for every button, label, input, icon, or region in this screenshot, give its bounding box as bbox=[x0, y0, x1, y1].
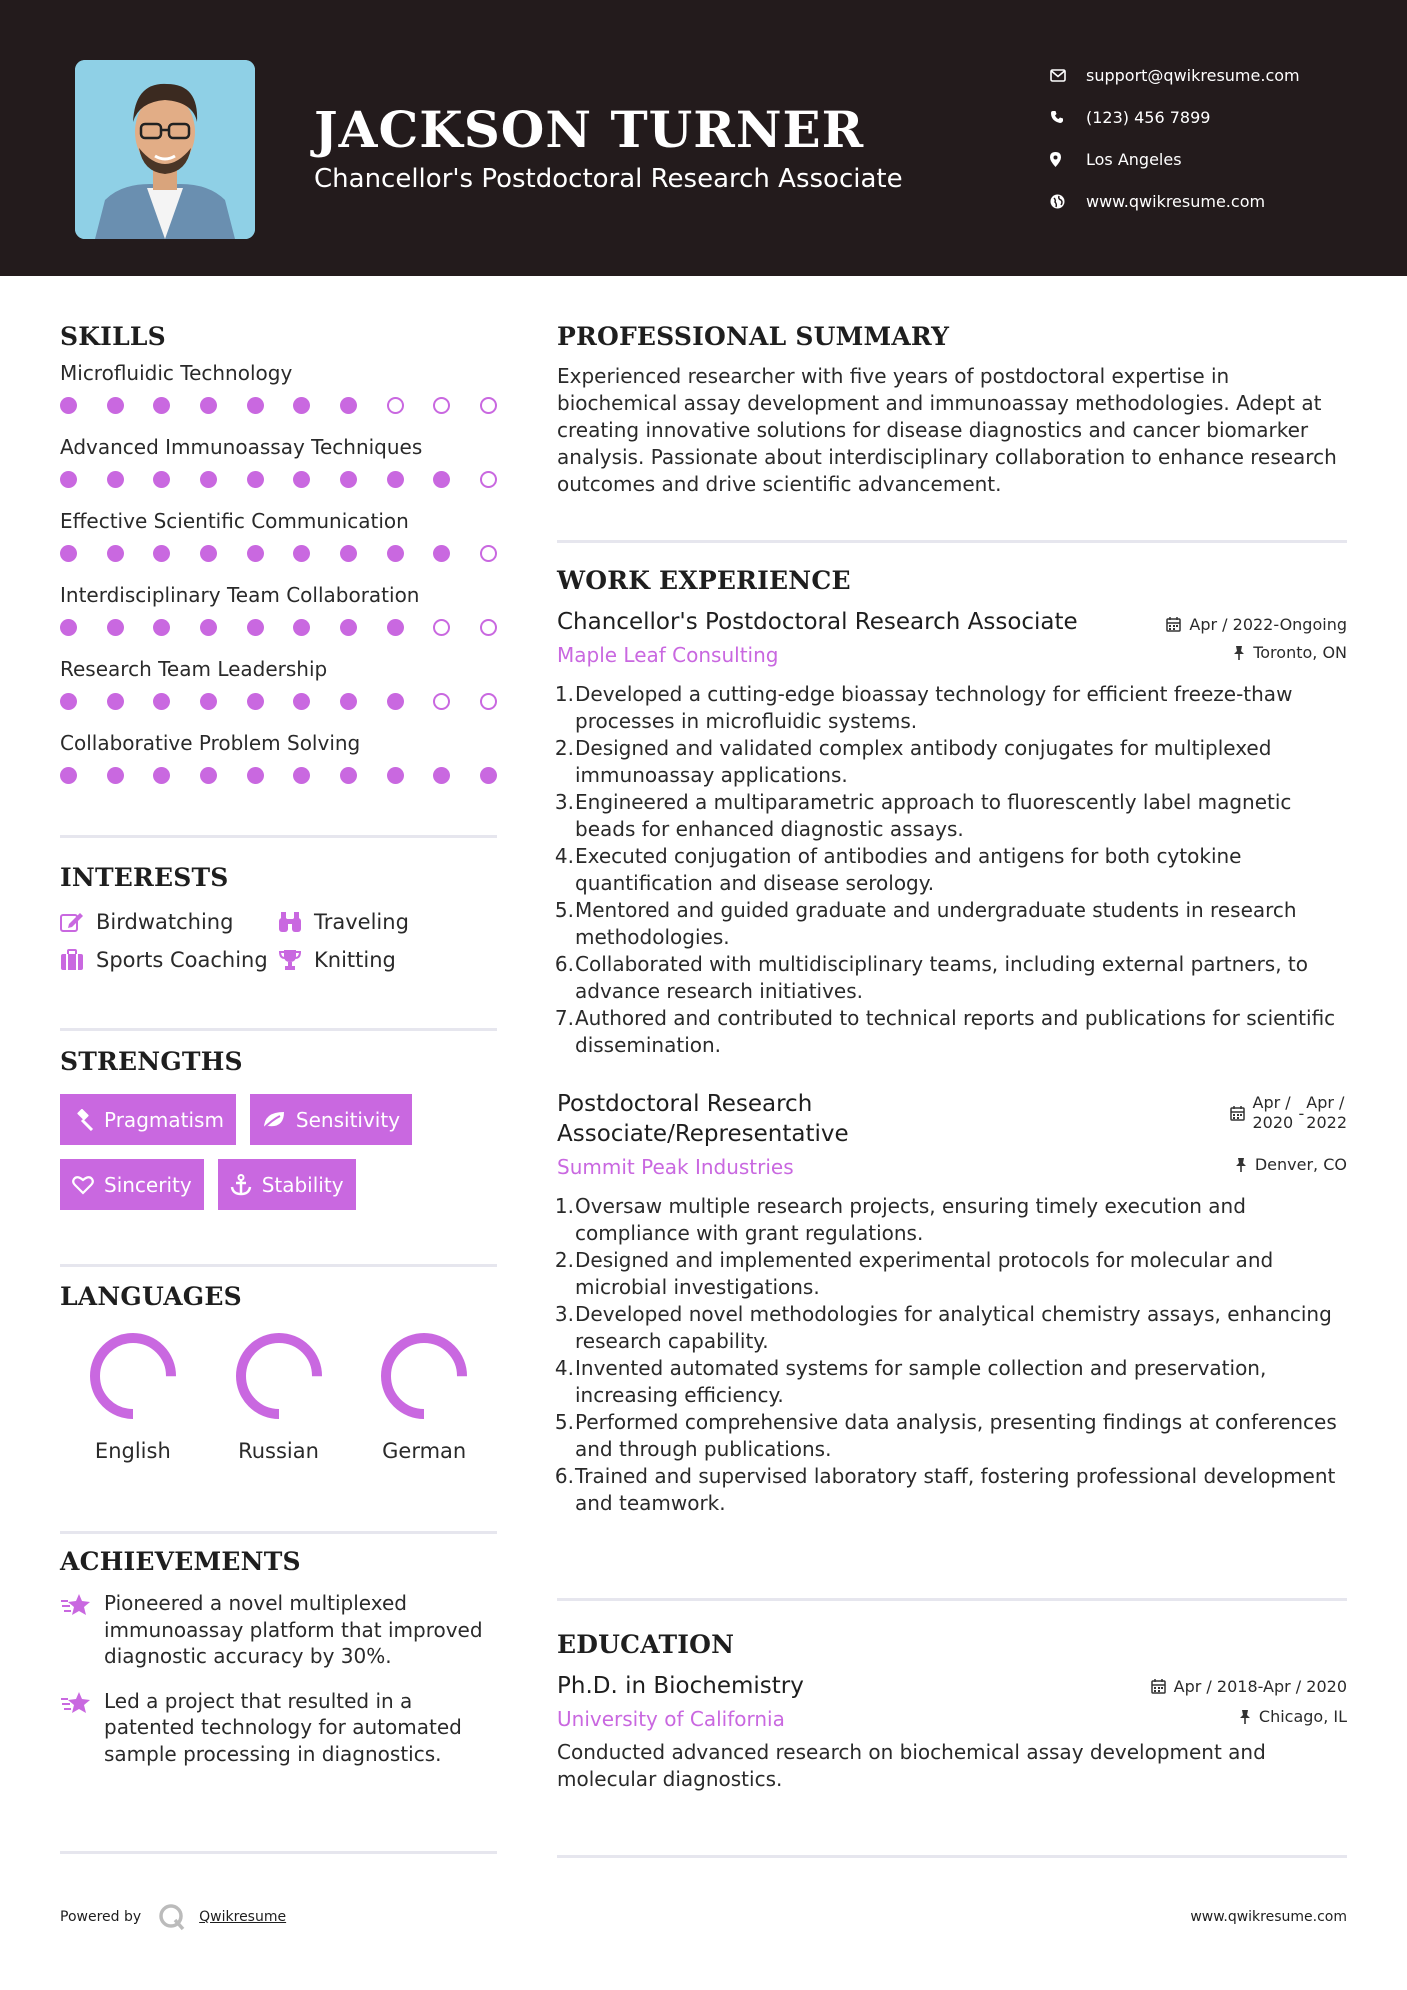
achievement-text: Led a project that resulted in a patented technology for automated sample processing in diagnostics. bbox=[104, 1688, 462, 1766]
skill-rating bbox=[60, 613, 497, 657]
bullet-text: Authored and contributed to technical reports and publications for scientific dissemination. bbox=[575, 1006, 1336, 1057]
strength-badge bbox=[250, 1094, 412, 1145]
divider bbox=[60, 1851, 497, 1854]
edit-icon bbox=[60, 911, 84, 933]
anchor-icon bbox=[230, 1174, 252, 1196]
bullet-number: 4. bbox=[554, 1356, 574, 1380]
phone-icon bbox=[1050, 110, 1086, 124]
interest-label: Birdwatching bbox=[96, 910, 234, 934]
rating-dot-filled bbox=[107, 619, 124, 636]
education-date bbox=[1151, 1677, 1347, 1696]
bullet-text: Mentored and guided graduate and undergraduate students in research methodologies. bbox=[575, 898, 1297, 949]
rating-dot-filled bbox=[433, 545, 450, 562]
achievements-list bbox=[60, 1590, 497, 1767]
rating-dot-filled bbox=[247, 619, 264, 636]
job-date-start-year: 2020 bbox=[1252, 1113, 1294, 1132]
pin-icon bbox=[1233, 645, 1245, 660]
interest-label: Sports Coaching bbox=[96, 948, 268, 972]
language-gauge bbox=[88, 1331, 178, 1421]
interest-label: Traveling bbox=[314, 910, 409, 934]
education-location bbox=[1239, 1707, 1347, 1726]
strength-label: Stability bbox=[261, 1172, 344, 1197]
job-bullet-list bbox=[554, 1193, 1347, 1517]
rating-dot-filled bbox=[387, 619, 404, 636]
bullet-number: 6. bbox=[554, 1464, 574, 1488]
skill-rating bbox=[60, 465, 497, 509]
rating-dot-filled bbox=[247, 397, 264, 414]
skills-title: SKILLS bbox=[60, 322, 166, 351]
job-bullet bbox=[554, 789, 1347, 843]
skill-item bbox=[60, 509, 497, 583]
briefcase-icon bbox=[60, 949, 84, 971]
language-item bbox=[351, 1331, 497, 1463]
rating-dot-filled bbox=[340, 693, 357, 710]
rating-dot-filled bbox=[200, 397, 217, 414]
education-date-text: Apr / 2018-Apr / 2020 bbox=[1173, 1677, 1347, 1696]
rating-dot-empty bbox=[433, 397, 450, 414]
calendar-icon bbox=[1230, 1106, 1245, 1121]
rating-dot-filled bbox=[247, 693, 264, 710]
left-column bbox=[60, 322, 497, 1767]
rating-dot-empty bbox=[433, 619, 450, 636]
rating-dot-filled bbox=[60, 471, 77, 488]
rating-dot-filled bbox=[247, 767, 264, 784]
binoculars-icon bbox=[278, 911, 302, 933]
rating-dot-filled bbox=[340, 471, 357, 488]
bullet-number: 5. bbox=[554, 1410, 574, 1434]
bullet-text: Oversaw multiple research projects, ensuring timely execution and compliance with grant regulations. bbox=[575, 1194, 1246, 1245]
divider bbox=[60, 1028, 497, 1031]
divider bbox=[60, 835, 497, 838]
skill-rating bbox=[60, 391, 497, 435]
language-name: English bbox=[94, 1439, 171, 1463]
job-subheader-row bbox=[557, 1155, 1347, 1179]
trophy-icon bbox=[278, 949, 302, 971]
job-title-line: Associate/Representative bbox=[557, 1121, 849, 1147]
bullet-number: 1. bbox=[554, 1194, 574, 1218]
map-pin-icon bbox=[1050, 152, 1086, 167]
rating-dot-filled bbox=[293, 619, 310, 636]
rating-dot-filled bbox=[387, 545, 404, 562]
contact-list bbox=[1050, 54, 1300, 222]
candidate-name: JACKSON TURNER bbox=[314, 100, 865, 159]
job-location-text: Denver, CO bbox=[1254, 1155, 1347, 1174]
rating-dot-empty bbox=[480, 545, 497, 562]
rating-dot-filled bbox=[107, 693, 124, 710]
gavel-icon bbox=[72, 1109, 94, 1131]
rating-dot-filled bbox=[340, 767, 357, 784]
language-gauge bbox=[234, 1331, 324, 1421]
rating-dot-filled bbox=[60, 619, 77, 636]
bullet-number: 1. bbox=[554, 682, 574, 706]
rating-dot-filled bbox=[200, 619, 217, 636]
shooting-star-icon bbox=[60, 1690, 92, 1716]
strength-label: Sincerity bbox=[104, 1172, 192, 1197]
calendar-icon bbox=[1151, 1679, 1166, 1694]
rating-dot-filled bbox=[340, 545, 357, 562]
header-banner bbox=[0, 0, 1407, 276]
rating-dot-filled bbox=[387, 767, 404, 784]
job-date-end-year: 2022 bbox=[1306, 1113, 1347, 1132]
language-name: Russian bbox=[238, 1439, 319, 1463]
job-date-start-month: Apr / bbox=[1252, 1093, 1291, 1112]
rating-dot-filled bbox=[153, 767, 170, 784]
education-school: University of California bbox=[557, 1707, 785, 1731]
job-bullet bbox=[554, 1409, 1347, 1463]
rating-dot-filled bbox=[60, 767, 77, 784]
education-section bbox=[557, 1630, 1347, 1793]
bullet-number: 3. bbox=[554, 790, 574, 814]
bullet-text: Executed conjugation of antibodies and antigens for both cytokine quantification and disease serology. bbox=[575, 844, 1242, 895]
qwikresume-link[interactable]: Qwikresume bbox=[199, 1909, 287, 1925]
contact-location bbox=[1050, 138, 1300, 180]
job-title: Chancellor's Postdoctoral Research Associate bbox=[557, 609, 1078, 635]
rating-dot-filled bbox=[247, 471, 264, 488]
strengths-list bbox=[60, 1094, 497, 1210]
rating-dot-filled bbox=[107, 545, 124, 562]
rating-dot-filled bbox=[60, 545, 77, 562]
interest-item bbox=[60, 910, 278, 934]
rating-dot-filled bbox=[200, 471, 217, 488]
bullet-text: Performed comprehensive data analysis, presenting findings at conferences and through publications. bbox=[575, 1410, 1337, 1461]
education-description: Conducted advanced research on biochemical assay development and molecular diagnostics. bbox=[557, 1740, 1266, 1791]
job-bullet bbox=[554, 1247, 1347, 1301]
skill-item bbox=[60, 435, 497, 509]
bullet-number: 2. bbox=[554, 1248, 574, 1272]
footer bbox=[60, 1902, 1347, 1932]
bullet-number: 5. bbox=[554, 898, 574, 922]
bullet-number: 2. bbox=[554, 736, 574, 760]
work-title: WORK EXPERIENCE bbox=[557, 566, 851, 595]
rating-dot-filled bbox=[200, 545, 217, 562]
pin-icon bbox=[1239, 1709, 1251, 1724]
profile-photo bbox=[75, 60, 255, 239]
rating-dot-filled bbox=[107, 471, 124, 488]
rating-dot-filled bbox=[293, 545, 310, 562]
footer-website[interactable]: www.qwikresume.com bbox=[1190, 1909, 1347, 1925]
rating-dot-empty bbox=[433, 693, 450, 710]
strength-badge bbox=[218, 1159, 356, 1210]
bullet-number: 7. bbox=[554, 1006, 574, 1030]
job-bullet bbox=[554, 843, 1347, 897]
rating-dot-empty bbox=[480, 397, 497, 414]
job-company: Maple Leaf Consulting bbox=[557, 643, 779, 667]
rating-dot-empty bbox=[387, 397, 404, 414]
skill-item bbox=[60, 731, 497, 805]
job-bullet bbox=[554, 681, 1347, 735]
rating-dot-filled bbox=[60, 397, 77, 414]
skill-rating bbox=[60, 539, 497, 583]
shooting-star-icon bbox=[60, 1592, 92, 1618]
summary-text: Experienced researcher with five years of postdoctoral expertise in biochemical assay development and immunoassay methodologies. Adept at creating innovative solutions for disease diagnostics and cancer biomarker analysis. Passionate about interdisciplinary collaboration to enhance research outcomes and drive scientific advancement. bbox=[557, 364, 1337, 496]
bullet-text: Trained and supervised laboratory staff, fostering professional development and teamwork. bbox=[575, 1464, 1336, 1515]
rating-dot-filled bbox=[153, 693, 170, 710]
education-location-text: Chicago, IL bbox=[1258, 1707, 1347, 1726]
globe-icon bbox=[1050, 194, 1086, 209]
skill-rating bbox=[60, 687, 497, 731]
job-date bbox=[1230, 1093, 1348, 1133]
job-company: Summit Peak Industries bbox=[557, 1155, 794, 1179]
rating-dot-filled bbox=[293, 767, 310, 784]
contact-phone[interactable] bbox=[1050, 96, 1300, 138]
job-title bbox=[557, 1089, 849, 1149]
divider bbox=[60, 1531, 497, 1534]
job-header-row bbox=[557, 607, 1347, 637]
envelope-icon bbox=[1050, 69, 1086, 82]
bullet-text: Collaborated with multidisciplinary teams, including external partners, to advance research initiatives. bbox=[575, 952, 1309, 1003]
rating-dot-filled bbox=[153, 397, 170, 414]
rating-dot-filled bbox=[153, 471, 170, 488]
achievement-item bbox=[60, 1590, 497, 1670]
job-entry bbox=[554, 1089, 1347, 1517]
qwikresume-logo-icon bbox=[157, 1902, 187, 1932]
contact-email[interactable] bbox=[1050, 54, 1300, 96]
skill-item bbox=[60, 657, 497, 731]
rating-dot-filled bbox=[293, 397, 310, 414]
contact-website-text: www.qwikresume.com bbox=[1086, 191, 1266, 211]
rating-dot-filled bbox=[387, 693, 404, 710]
rating-dot-filled bbox=[200, 767, 217, 784]
interests-list bbox=[60, 910, 497, 972]
contact-location-text: Los Angeles bbox=[1086, 149, 1182, 169]
job-title-line: Postdoctoral Research bbox=[557, 1091, 813, 1117]
languages-list bbox=[60, 1331, 497, 1463]
job-subheader-row bbox=[557, 643, 1347, 667]
job-date-separator: - bbox=[1298, 1103, 1305, 1123]
rating-dot-filled bbox=[293, 693, 310, 710]
bullet-text: Designed and validated complex antibody conjugates for multiplexed immunoassay applications. bbox=[575, 736, 1272, 787]
right-column bbox=[554, 322, 1347, 1517]
skill-label: Microfluidic Technology bbox=[60, 361, 293, 385]
calendar-icon bbox=[1166, 617, 1181, 632]
contact-website[interactable] bbox=[1050, 180, 1300, 222]
achievement-text: Pioneered a novel multiplexed immunoassay platform that improved diagnostic accuracy by 30%. bbox=[104, 1591, 483, 1668]
bullet-number: 6. bbox=[554, 952, 574, 976]
divider bbox=[557, 1855, 1347, 1858]
rating-dot-filled bbox=[340, 397, 357, 414]
skill-item bbox=[60, 583, 497, 657]
job-bullet bbox=[554, 1463, 1347, 1517]
rating-dot-empty bbox=[480, 471, 497, 488]
education-subheader-row bbox=[557, 1707, 1347, 1731]
divider bbox=[557, 1598, 1347, 1601]
job-bullet bbox=[554, 951, 1347, 1005]
job-date bbox=[1166, 615, 1347, 634]
bullet-number: 4. bbox=[554, 844, 574, 868]
strength-label: Pragmatism bbox=[104, 1107, 224, 1132]
rating-dot-filled bbox=[433, 767, 450, 784]
language-name: German bbox=[382, 1439, 467, 1463]
rating-dot-filled bbox=[340, 619, 357, 636]
job-location bbox=[1233, 643, 1347, 662]
divider bbox=[557, 540, 1347, 543]
candidate-title: Chancellor's Postdoctoral Research Associate bbox=[314, 164, 903, 194]
rating-dot-filled bbox=[387, 471, 404, 488]
powered-by-label: Powered by bbox=[60, 1909, 142, 1925]
education-header-row bbox=[557, 1671, 1347, 1701]
language-gauge bbox=[379, 1331, 469, 1421]
job-bullet bbox=[554, 1005, 1347, 1059]
interest-item bbox=[278, 948, 478, 972]
education-title: EDUCATION bbox=[557, 1630, 735, 1659]
interests-title: INTERESTS bbox=[60, 863, 229, 892]
language-item bbox=[60, 1331, 206, 1463]
bullet-text: Developed novel methodologies for analytical chemistry assays, enhancing research capability. bbox=[575, 1302, 1332, 1353]
job-bullet bbox=[554, 897, 1347, 951]
contact-email-text: support@qwikresume.com bbox=[1086, 65, 1300, 85]
job-location bbox=[1235, 1155, 1347, 1174]
job-bullet bbox=[554, 1193, 1347, 1247]
job-bullet-list bbox=[554, 681, 1347, 1059]
leaf-icon bbox=[262, 1110, 286, 1130]
education-degree: Ph.D. in Biochemistry bbox=[557, 1673, 804, 1699]
skills-list bbox=[60, 361, 497, 805]
divider bbox=[60, 1264, 497, 1267]
interest-label: Knitting bbox=[314, 948, 396, 972]
job-header-row bbox=[557, 1089, 1347, 1149]
rating-dot-filled bbox=[480, 767, 497, 784]
skill-item bbox=[60, 361, 497, 435]
skill-label: Interdisciplinary Team Collaboration bbox=[60, 583, 420, 607]
contact-phone-text: (123) 456 7899 bbox=[1086, 107, 1211, 127]
job-location-text: Toronto, ON bbox=[1253, 643, 1347, 662]
bullet-text: Designed and implemented experimental protocols for molecular and microbial investigations. bbox=[575, 1248, 1274, 1299]
bullet-number: 3. bbox=[554, 1302, 574, 1326]
rating-dot-filled bbox=[153, 545, 170, 562]
rating-dot-filled bbox=[153, 619, 170, 636]
job-date-text: Apr / 2022-Ongoing bbox=[1189, 615, 1347, 634]
achievements-title: ACHIEVEMENTS bbox=[60, 1547, 301, 1576]
rating-dot-empty bbox=[480, 693, 497, 710]
language-item bbox=[206, 1331, 352, 1463]
job-bullet bbox=[554, 1301, 1347, 1355]
skill-label: Research Team Leadership bbox=[60, 657, 328, 681]
heart-icon bbox=[72, 1175, 94, 1195]
strength-badge bbox=[60, 1094, 236, 1145]
interest-item bbox=[278, 910, 478, 934]
rating-dot-filled bbox=[247, 545, 264, 562]
rating-dot-filled bbox=[293, 471, 310, 488]
interest-item bbox=[60, 948, 278, 972]
rating-dot-filled bbox=[107, 397, 124, 414]
bullet-text: Engineered a multiparametric approach to fluorescently label magnetic beads for enhanced diagnostic assays. bbox=[575, 790, 1292, 841]
job-bullet bbox=[554, 735, 1347, 789]
rating-dot-filled bbox=[107, 767, 124, 784]
skill-label: Effective Scientific Communication bbox=[60, 509, 409, 533]
strengths-title: STRENGTHS bbox=[60, 1047, 243, 1076]
skill-rating bbox=[60, 761, 497, 805]
job-bullet bbox=[554, 1355, 1347, 1409]
rating-dot-filled bbox=[60, 693, 77, 710]
languages-title: LANGUAGES bbox=[60, 1282, 242, 1311]
pin-icon bbox=[1235, 1157, 1247, 1172]
job-date-end-month: Apr / bbox=[1306, 1093, 1345, 1112]
job-entry bbox=[554, 607, 1347, 1059]
rating-dot-empty bbox=[480, 619, 497, 636]
rating-dot-filled bbox=[433, 471, 450, 488]
rating-dot-filled bbox=[200, 693, 217, 710]
summary-title: PROFESSIONAL SUMMARY bbox=[557, 322, 950, 351]
bullet-text: Developed a cutting-edge bioassay technology for efficient freeze-thaw processes in microfluidic systems. bbox=[575, 682, 1293, 733]
strength-label: Sensitivity bbox=[295, 1107, 401, 1132]
bullet-text: Invented automated systems for sample collection and preservation, increasing efficiency. bbox=[575, 1356, 1267, 1407]
skill-label: Collaborative Problem Solving bbox=[60, 731, 361, 755]
strength-badge bbox=[60, 1159, 204, 1210]
skill-label: Advanced Immunoassay Techniques bbox=[60, 435, 423, 459]
achievement-item bbox=[60, 1688, 497, 1768]
